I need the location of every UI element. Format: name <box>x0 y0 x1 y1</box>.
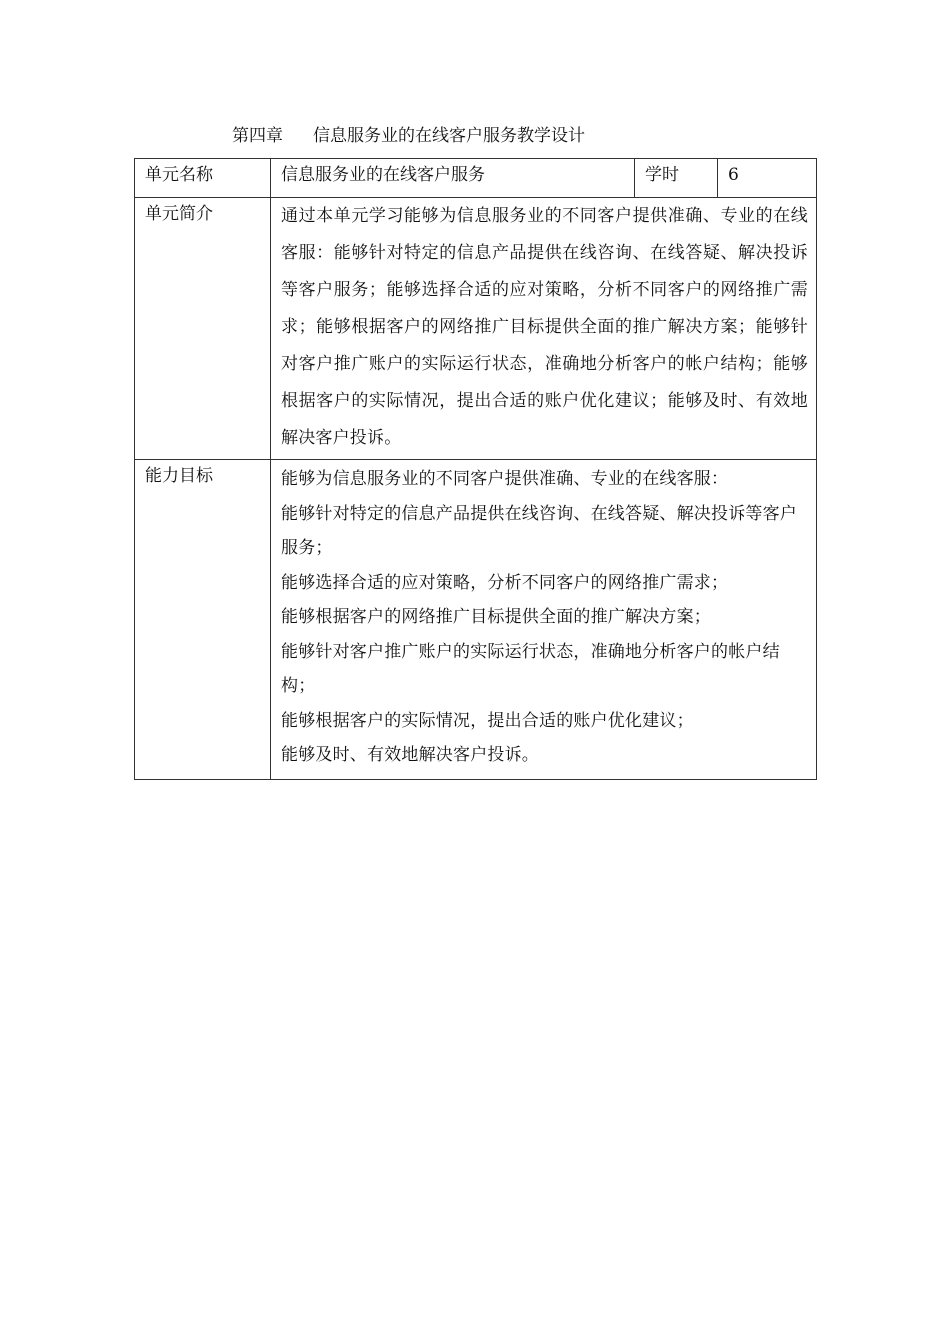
chapter-label: 第四章 <box>232 126 283 146</box>
goal-item: 能够根据客户的实际情况，提出合适的账户优化建议； <box>281 710 694 731</box>
unit-name-value: 信息服务业的在线客户服务 <box>271 159 635 198</box>
goal-item: 能够及时、有效地解决客户投诉。 <box>281 745 539 765</box>
intro-label: 单元简介 <box>135 198 271 460</box>
table-row-goals <box>135 460 817 780</box>
goal-item: 能够根据客户的网络推广目标提供全面的推广解决方案； <box>281 607 711 627</box>
intro-text: 通过本单元学习能够为信息服务业的不同客户提供准确、专业的在线客服：能够针对特定的信息产品提供在线咨询、在线答疑、解决投诉等客户服务；能够选择合适的应对策略，分析不同客户的网络推广需求；能够根据客户的网络推广目标提供全面的推广解决方案；能够针对客户推广账户的实际运行状态，准确地分析客户的帐户结构；能够根据客户的实际情况，提出合适的账户优化建议；能够及时、有效地解决客户投诉。 <box>281 206 808 448</box>
goal-item: 能够针对客户推广账户的实际运行状态，准确地分析客户的帐户结构； <box>281 641 780 696</box>
goal-item: 能够选择合适的应对策略，分析不同客户的网络推广需求； <box>281 572 729 593</box>
goal-item: 能够针对特定的信息产品提供在线咨询、在线答疑、解决投诉等客户服务； <box>281 503 797 558</box>
table-row-unit-name <box>135 159 817 198</box>
unit-name-label: 单元名称 <box>135 159 271 198</box>
hours-label: 学时 <box>635 159 718 198</box>
page-title <box>232 124 585 148</box>
goal-item: 能够为信息服务业的不同客户提供准确、专业的在线客服： <box>281 469 729 489</box>
table-row-intro <box>135 198 817 460</box>
goals-cell <box>271 460 817 780</box>
unit-design-table <box>134 158 817 780</box>
hours-value: 6 <box>718 159 817 198</box>
goals-label: 能力目标 <box>135 460 271 780</box>
document-title: 信息服务业的在线客户服务教学设计 <box>313 126 585 146</box>
intro-cell <box>271 198 817 460</box>
